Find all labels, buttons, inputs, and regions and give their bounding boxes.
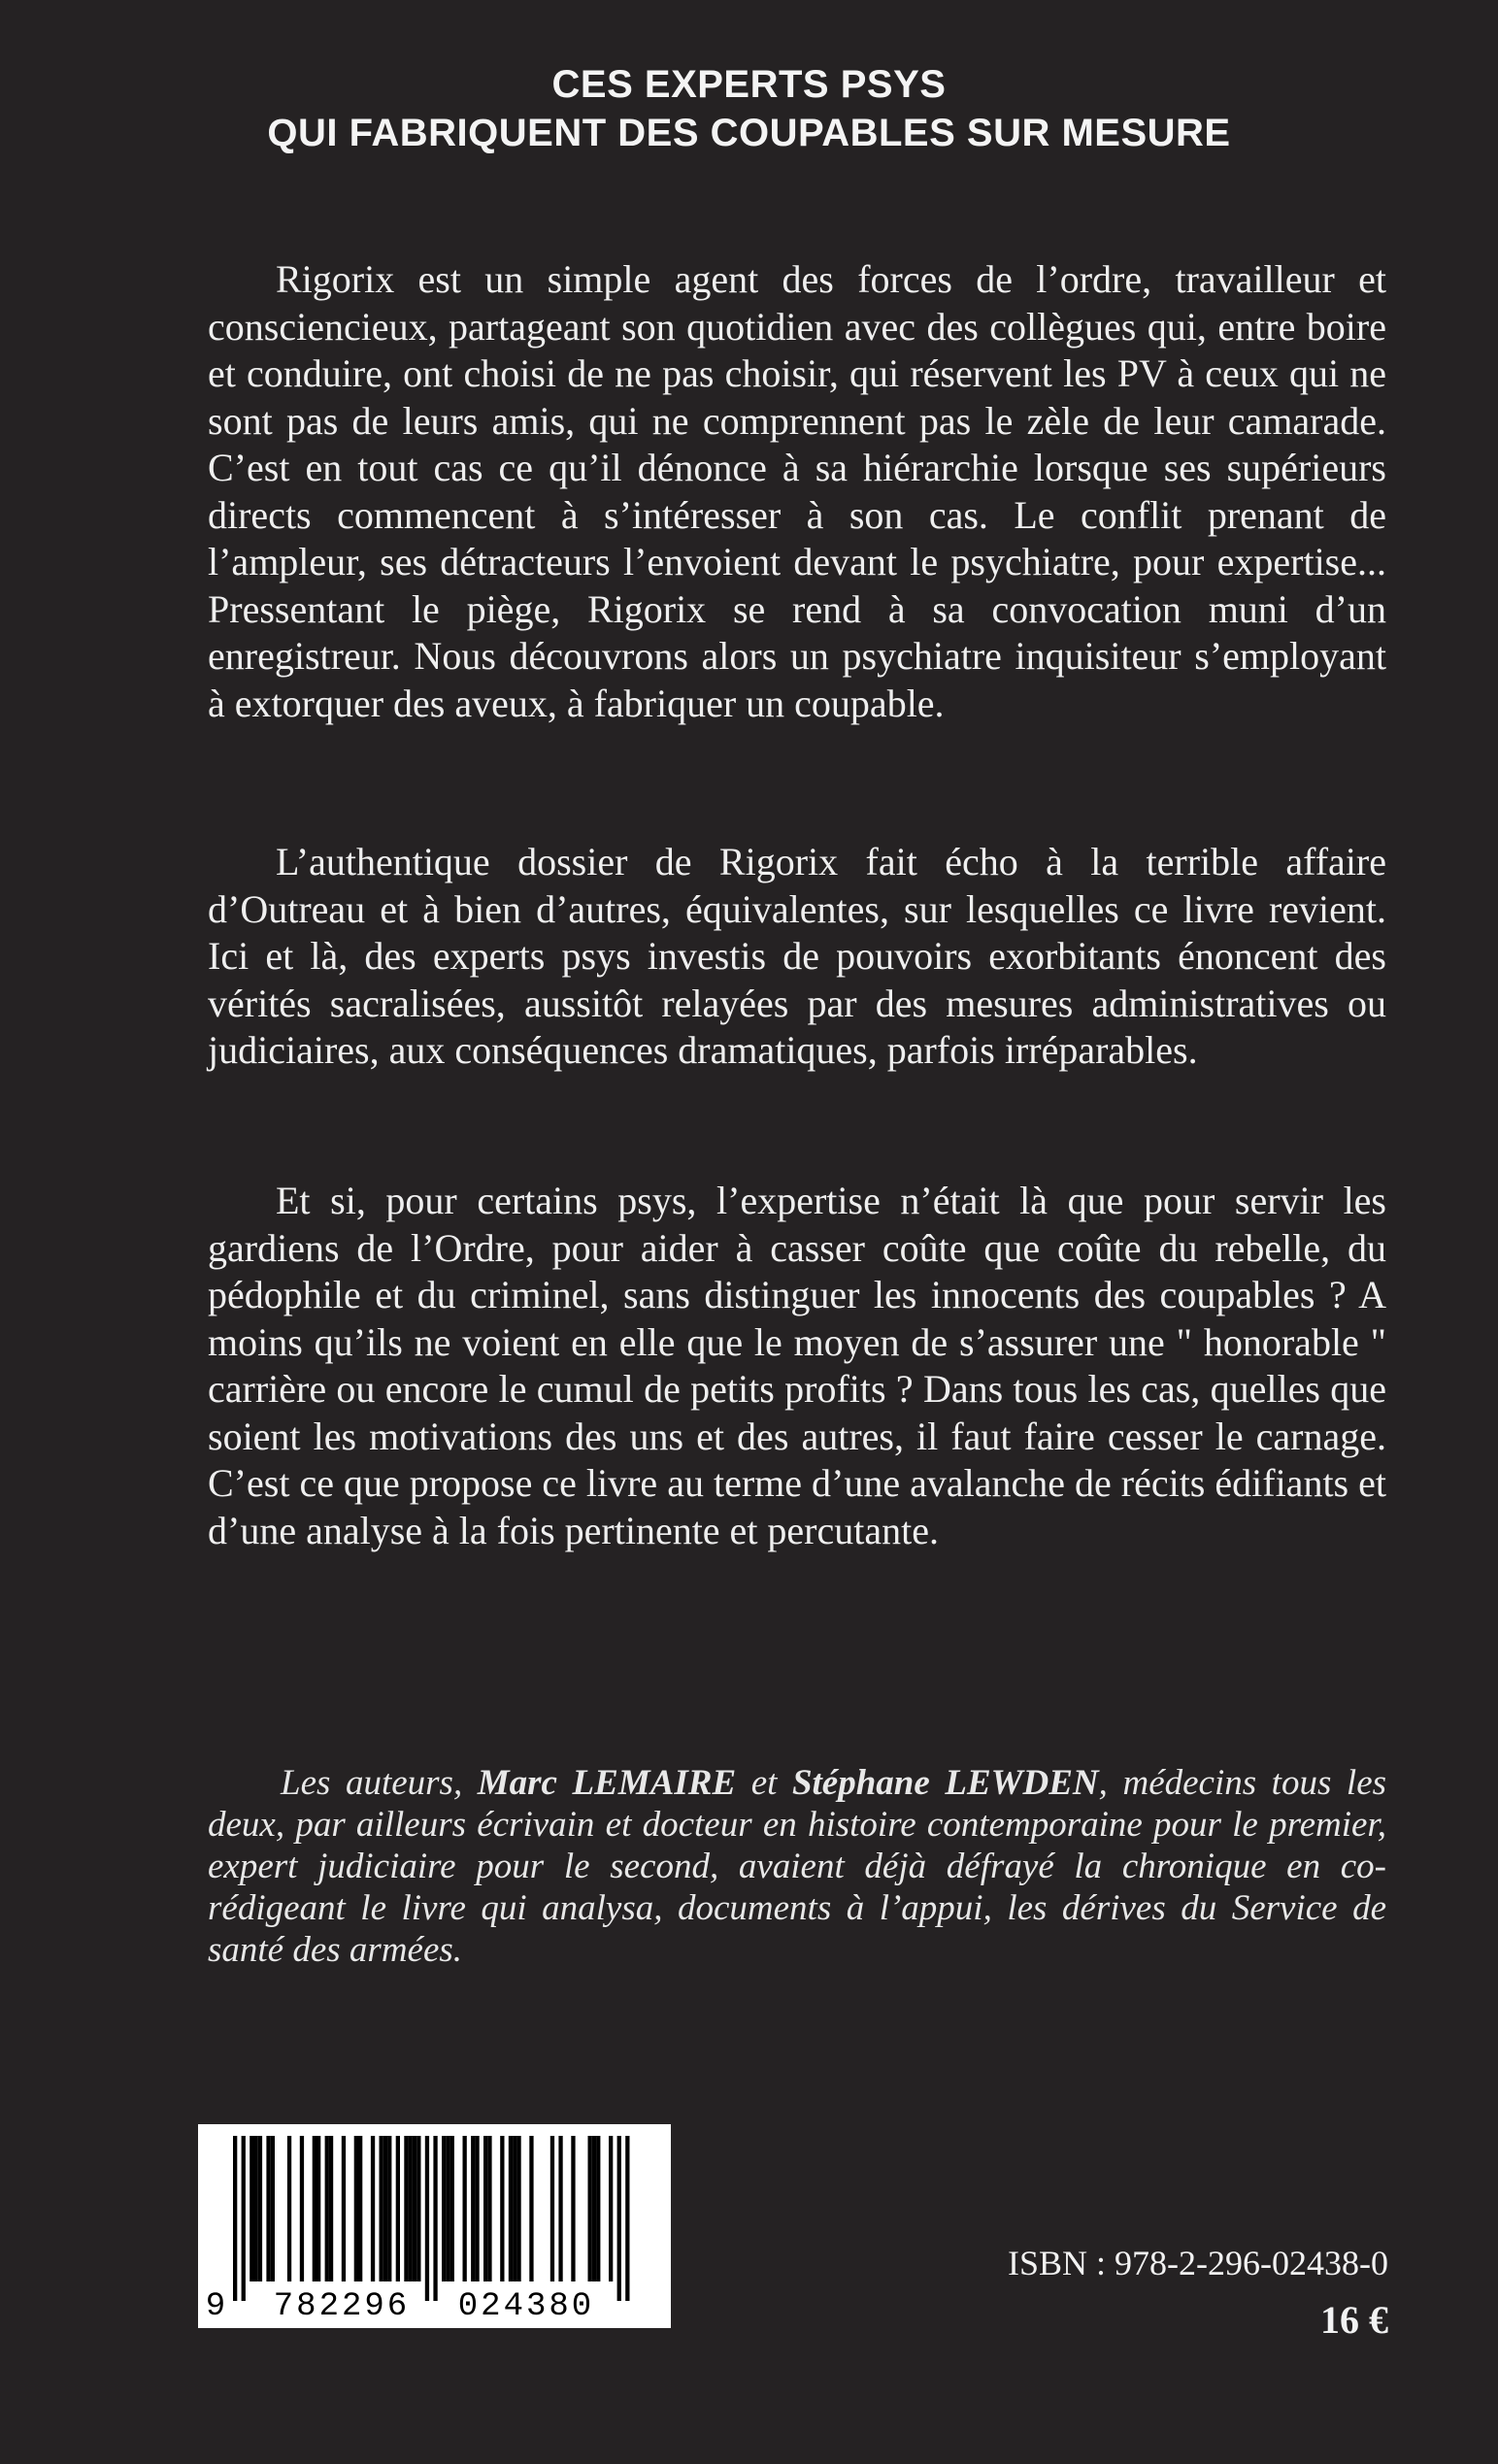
isbn-number: ISBN : 978-2-296-02438-0 [1008, 2244, 1388, 2282]
blurb-paragraph-3: Et si, pour certains psys, l’expertise n’était là que pour servir les gardiens de l’Ordre, pour aider à casser coûte que coûte du rebelle, du pédophile et du criminel, sans distinguer les innocents des coupables ? A moins qu’ils ne voient en elle que le moyen de s’assurer une " honorable " carrière ou encore le cumul de petits profits ? Dans tous les cas, quelles que soient les motivations des uns et des autres, il faut faire cesser le carnage. C’est ce que propose ce livre au terme d’une avalanche de récits édifiants et d’une analyse à la fois pertinente et percutante. [208, 1179, 1386, 1552]
barcode-bar [329, 2136, 333, 2281]
barcode-bar [617, 2136, 621, 2301]
authors-description: , médecins tous les deux, par ailleurs écrivain et docteur en histoire contemporaine pour le premier, expert judiciaire pour le second, avaient déjà défrayé la chronique en co-rédigeant le livre qui analysa, documents à l’appui, les dérives du Service de santé des armées. [208, 1763, 1387, 1970]
barcode-digits-right: 024380 [457, 2288, 595, 2325]
barcode-bar [396, 2136, 400, 2281]
barcode-bar [596, 2136, 600, 2281]
book-title [0, 60, 1498, 157]
barcode-bar [387, 2136, 391, 2281]
barcode-bar [380, 2136, 383, 2281]
barcode-bar [483, 2136, 487, 2281]
isbn-barcode [198, 2124, 671, 2328]
barcode-bar [592, 2136, 596, 2281]
authors-bio [208, 1762, 1386, 1971]
barcode-bar [404, 2136, 408, 2281]
barcode-bar [325, 2136, 329, 2281]
barcode-bar [487, 2136, 491, 2281]
barcode-bar [300, 2136, 304, 2281]
barcode-bar [450, 2136, 454, 2281]
barcode-bar [463, 2136, 467, 2281]
author-name-1: Marc LEMAIRE [477, 1763, 737, 1803]
barcode-bar [266, 2136, 270, 2281]
barcode-bar [442, 2136, 446, 2281]
blurb-paragraph-2: L’authentique dossier de Rigorix fait écho à la terrible affaire d’Outreau et à bien d’autres, équivalentes, sur lesquelles ce livre revient. Ici et là, des experts psys investis de pouvoirs exorbitants énoncent des vérités sacralisées, aussitôt relayées par des mesures administratives ou judiciaires, aux conséquences dramatiques, parfois irréparables. [208, 840, 1386, 1072]
barcode-bar [413, 2136, 416, 2281]
barcode-bar [513, 2136, 516, 2281]
barcode-graphic [198, 2124, 671, 2328]
barcode-bar [233, 2136, 237, 2301]
price-label: 16 € [1320, 2298, 1388, 2342]
barcode-bar [416, 2136, 420, 2281]
barcode-bar [342, 2136, 346, 2281]
barcode-bar [509, 2136, 513, 2281]
barcode-bar [588, 2136, 592, 2281]
barcode-bar [371, 2136, 375, 2281]
barcode-bar [313, 2136, 316, 2281]
barcode-bar [358, 2136, 362, 2281]
blurb-paragraph-1: Rigorix est un simple agent des forces de l’ordre, travailleur et consciencieux, partageant son quotidien avec des collègues qui, entre boire et conduire, ont choisi de ne pas choisir, qui réservent les PV à ceux qui ne sont pas de leurs amis, qui ne comprennent pas le zèle de leur camarade. C’est en tout cas ce qu’il dénonce à sa hiérarchie lorsque ses supérieurs directs commencent à s’intéresser à son cas. Le conflit prenant de l’ampleur, ses détracteurs l’envoient devant le psychiatre, pour expertise... Pressentant le piège, Rigorix se rend à sa convocation muni d’un enregistreur. Nous découvrons alors un psychiatre inquisiteur s’employant à extorquer des aveux, à fabriquer un coupable. [208, 257, 1386, 725]
barcode-bar [529, 2136, 533, 2281]
barcode-bar [316, 2136, 320, 2281]
barcode-bar [409, 2136, 413, 2281]
barcode-bar [609, 2136, 613, 2281]
author-name-2: Stéphane LEWDEN [791, 1763, 1099, 1803]
barcode-bar [550, 2136, 554, 2281]
title-line-2: QUI FABRIQUENT DES COUPABLES SUR MESURE [267, 112, 1231, 154]
barcode-bar [446, 2136, 449, 2281]
barcode-bar [425, 2136, 429, 2301]
barcode-bar [254, 2136, 258, 2281]
barcode-bar [383, 2136, 387, 2281]
barcode-bar [271, 2136, 275, 2281]
barcode-bar [250, 2136, 253, 2281]
barcode-bar [258, 2136, 262, 2281]
barcode-bar [471, 2136, 475, 2281]
barcode-digits-left: 782296 [273, 2288, 411, 2325]
barcode-digit-first: 9 [205, 2288, 226, 2325]
barcode-bar [558, 2136, 562, 2281]
barcode-bar [516, 2136, 520, 2281]
authors-conjunction: et [736, 1763, 792, 1803]
title-line-1: CES EXPERTS PSYS [551, 63, 947, 106]
barcode-bar [571, 2136, 575, 2281]
barcode-bar [287, 2136, 291, 2281]
barcode-bar [625, 2136, 629, 2301]
barcode-bar [242, 2136, 246, 2301]
barcode-bar [433, 2136, 437, 2301]
barcode-bar [475, 2136, 479, 2281]
barcode-bar [500, 2136, 504, 2281]
barcode-bar [354, 2136, 358, 2281]
authors-intro: Les auteurs, [281, 1763, 478, 1803]
